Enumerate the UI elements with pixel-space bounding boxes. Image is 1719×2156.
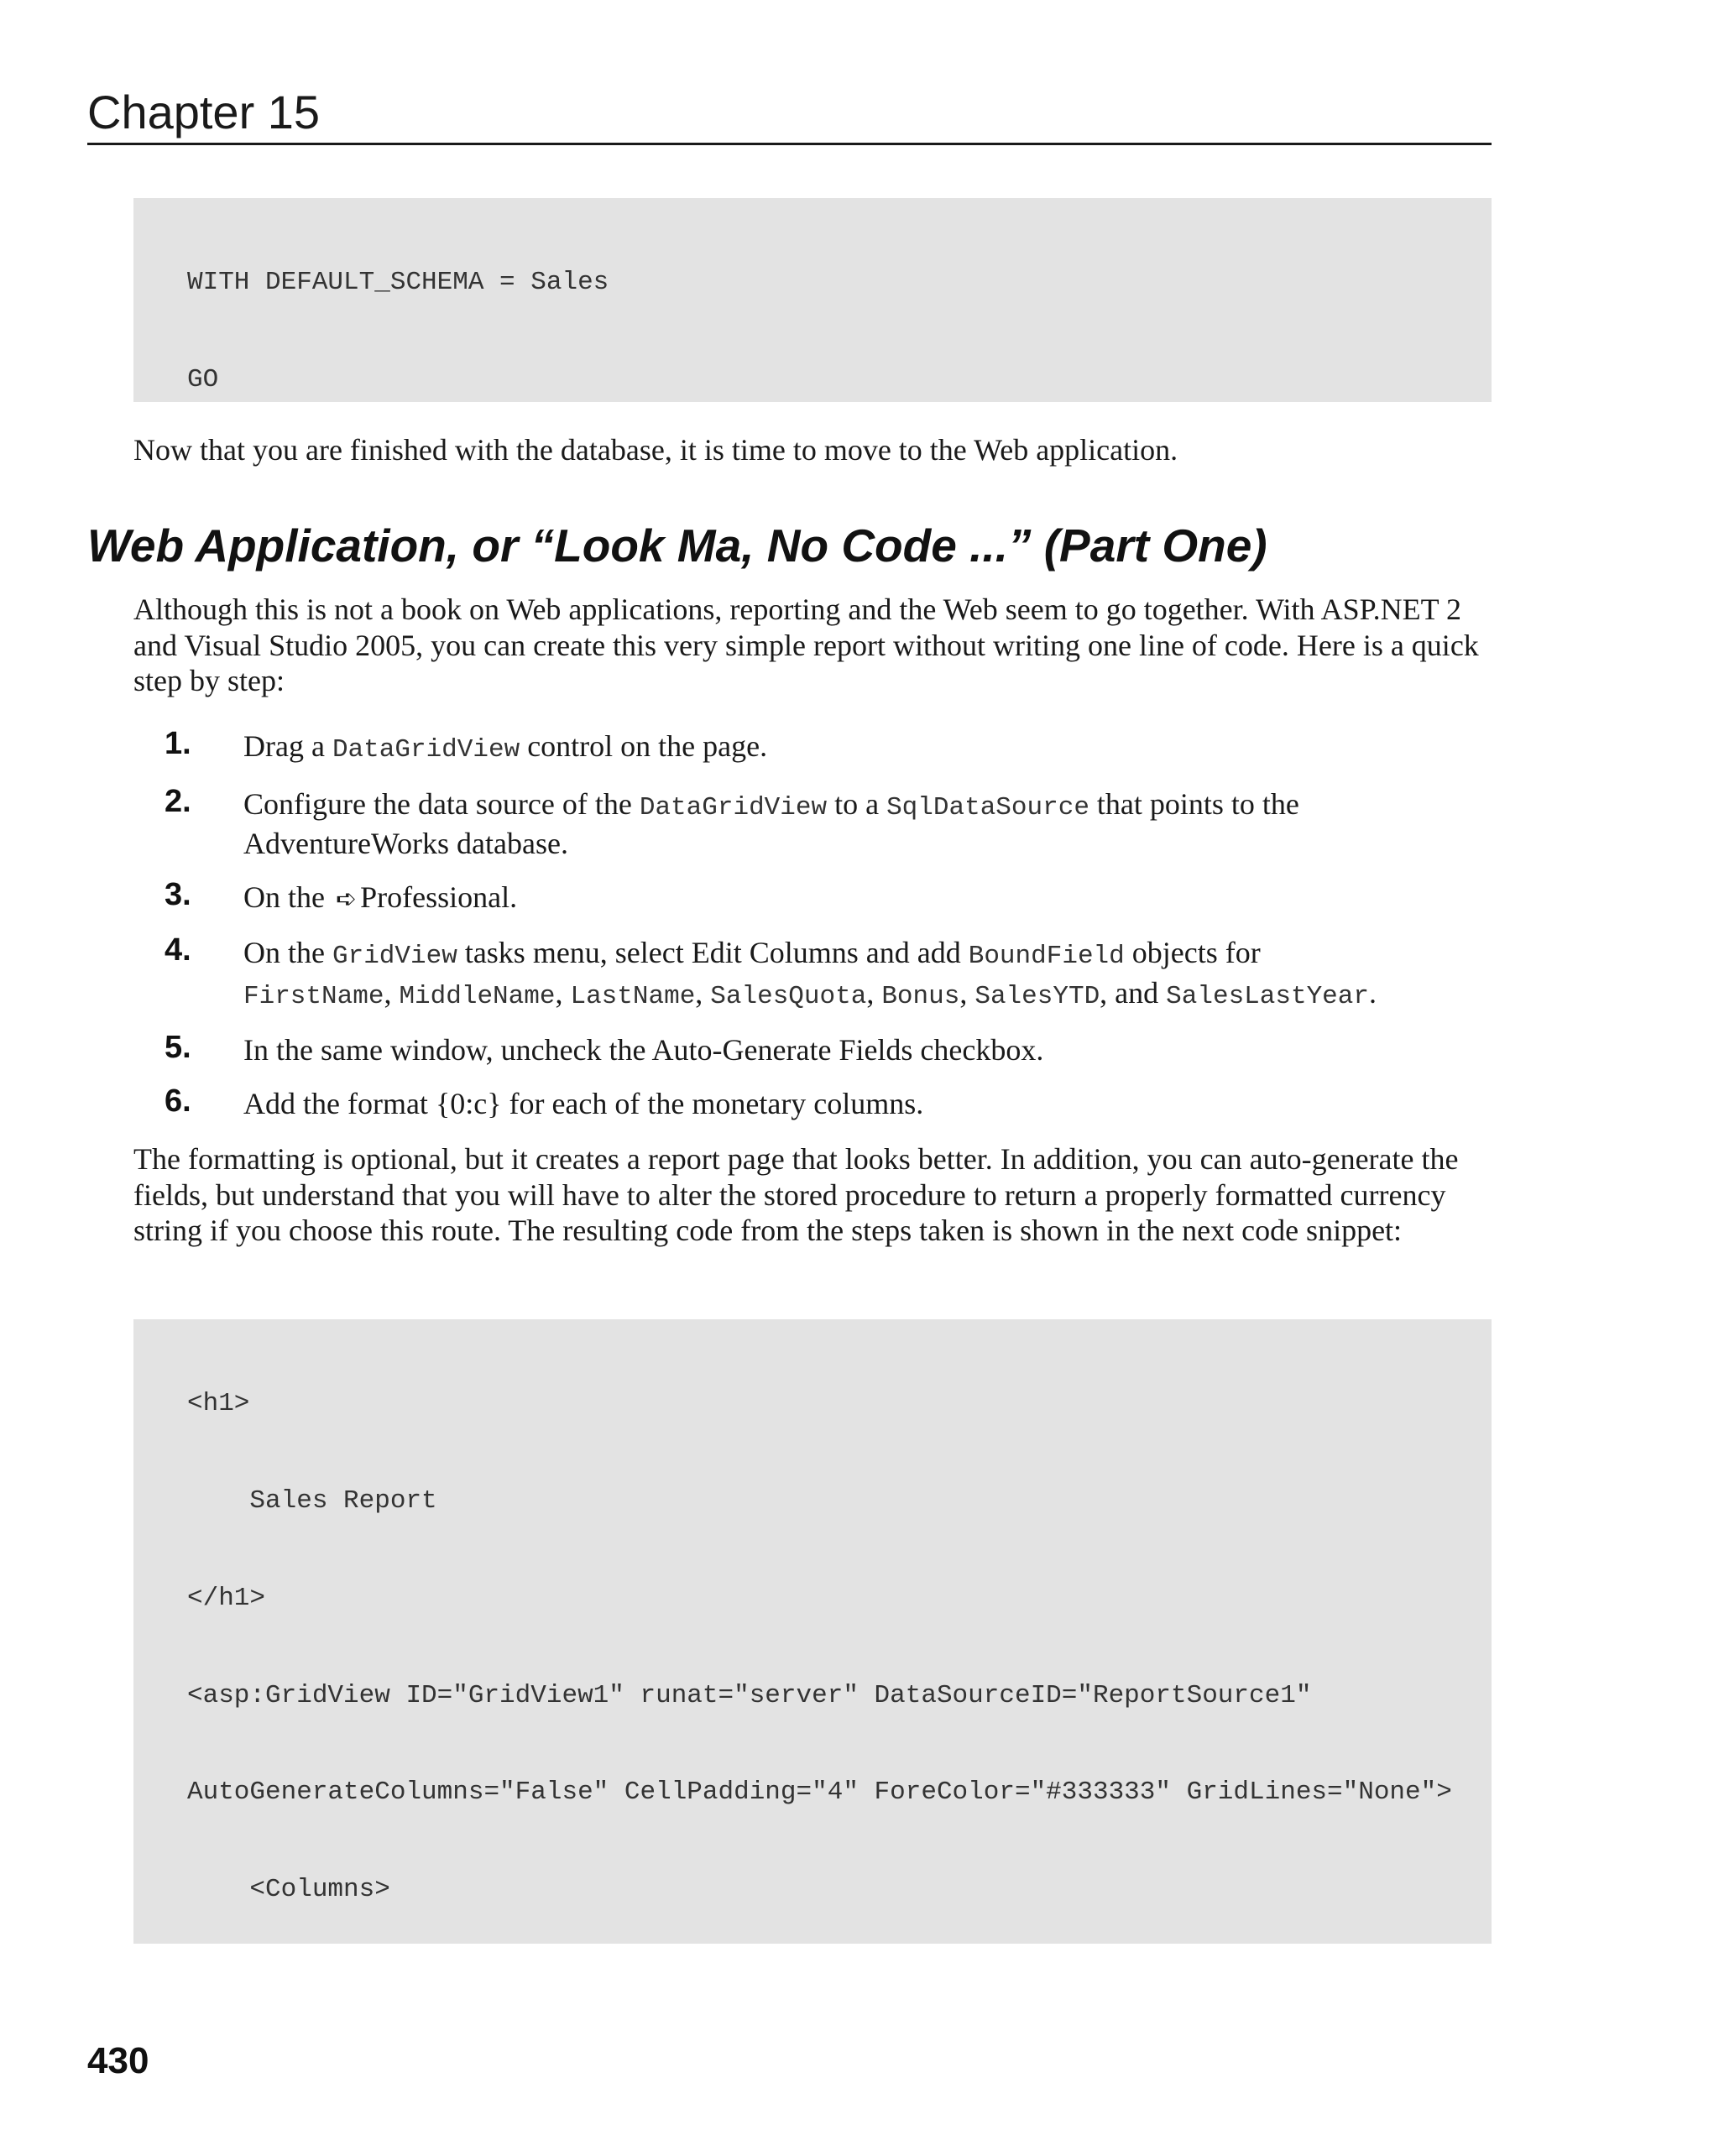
step-text: In the same window, uncheck the Auto-Generate Fields checkbox. <box>243 1033 1044 1067</box>
step-text: , <box>384 975 400 1010</box>
section-heading: Web Application, or “Look Ma, No Code ...” (Part One) <box>87 519 1267 572</box>
step-text: that points to the AdventureWorks database. <box>243 786 1299 860</box>
step-text: , <box>555 975 571 1010</box>
step-text: to a <box>827 786 887 821</box>
steps-list <box>133 728 1493 1139</box>
step-number: 6. <box>165 1083 191 1119</box>
step-code: BoundField <box>968 942 1125 971</box>
step-code: SalesLastYear <box>1166 981 1369 1011</box>
step-code: LastName <box>570 981 696 1011</box>
header-rule <box>87 143 1492 145</box>
step-code: MiddleName <box>399 981 556 1011</box>
code-line: AutoGenerateColumns="False" CellPadding="4" ForeColor="#333333" GridLines="None"> <box>187 1778 1452 1808</box>
step-code: Bonus <box>881 981 960 1011</box>
step-code: SqlDataSource <box>886 792 1089 822</box>
code-block-sql <box>133 198 1492 402</box>
page-number: 430 <box>87 2040 149 2081</box>
step-code: SalesYTD <box>974 981 1100 1011</box>
code-line: </h1> <box>187 1583 266 1613</box>
step-text: Drag a <box>243 729 332 763</box>
code-line: <Columns> <box>187 1875 390 1905</box>
step-text: On the <box>243 936 332 969</box>
step-code: SalesQuota <box>710 981 867 1011</box>
step-number: 5. <box>165 1030 191 1065</box>
step-item <box>133 876 1493 918</box>
step-number: 1. <box>165 726 191 761</box>
step-text: , <box>695 975 711 1010</box>
step-number: 4. <box>165 932 191 968</box>
running-head: Chapter 15 <box>87 86 321 138</box>
step-item <box>133 783 1493 862</box>
step-text: Configure the data source of the <box>243 786 640 821</box>
step-text: tasks menu, select Edit Columns and add <box>457 936 969 969</box>
code-line: GO <box>187 364 219 394</box>
step-text: Professional. <box>360 880 518 914</box>
step-number: 3. <box>165 876 191 912</box>
step-text: objects for <box>1124 936 1261 969</box>
step-item <box>133 932 1493 1015</box>
step-item <box>133 1083 1493 1122</box>
step-code: FirstName <box>243 981 384 1011</box>
code-line: <asp:GridView ID="GridView1" runat="server" DataSourceID="ReportSource1" <box>187 1680 1312 1710</box>
step-number: 2. <box>165 783 191 819</box>
code-line: <h1> <box>187 1389 250 1419</box>
paragraph-formatting: The formatting is optional, but it creates a report page that looks better. In addition, you can auto-generate the fields, but understand that you will have to alter the stored procedure to return a properly formatted currency string if you choose this route. The resulting code from the steps taken is shown in the next code snippet: <box>133 1142 1459 1247</box>
step-text: . <box>1369 975 1377 1010</box>
step-code: DataGridView <box>639 792 828 822</box>
menu-arrow-icon: ➪ <box>335 884 358 914</box>
step-code: GridView <box>332 942 457 971</box>
step-text: On the <box>243 880 332 914</box>
code-line: Sales Report <box>187 1485 437 1516</box>
step-text: , and <box>1100 975 1167 1010</box>
step-text: control on the page. <box>520 729 768 763</box>
paragraph-database-finished: Now that you are finished with the database, it is time to move to the Web application. <box>133 433 1178 467</box>
step-text: Add the format {0:c} for each of the monetary columns. <box>243 1086 924 1120</box>
code-block-aspx <box>133 1319 1492 1944</box>
step-item <box>133 1032 1493 1068</box>
step-code: DataGridView <box>332 735 520 765</box>
paragraph-intro: Although this is not a book on Web applications, reporting and the Web seem to go together. With ASP.NET 2 and Visual Studio 2005, you can create this very simple report without writing one line of code. Here is a quick step by step: <box>133 593 1479 697</box>
step-text: , <box>959 975 975 1010</box>
step-item <box>133 728 1493 769</box>
step-text: , <box>866 975 882 1010</box>
code-line: WITH DEFAULT_SCHEMA = Sales <box>187 268 609 298</box>
